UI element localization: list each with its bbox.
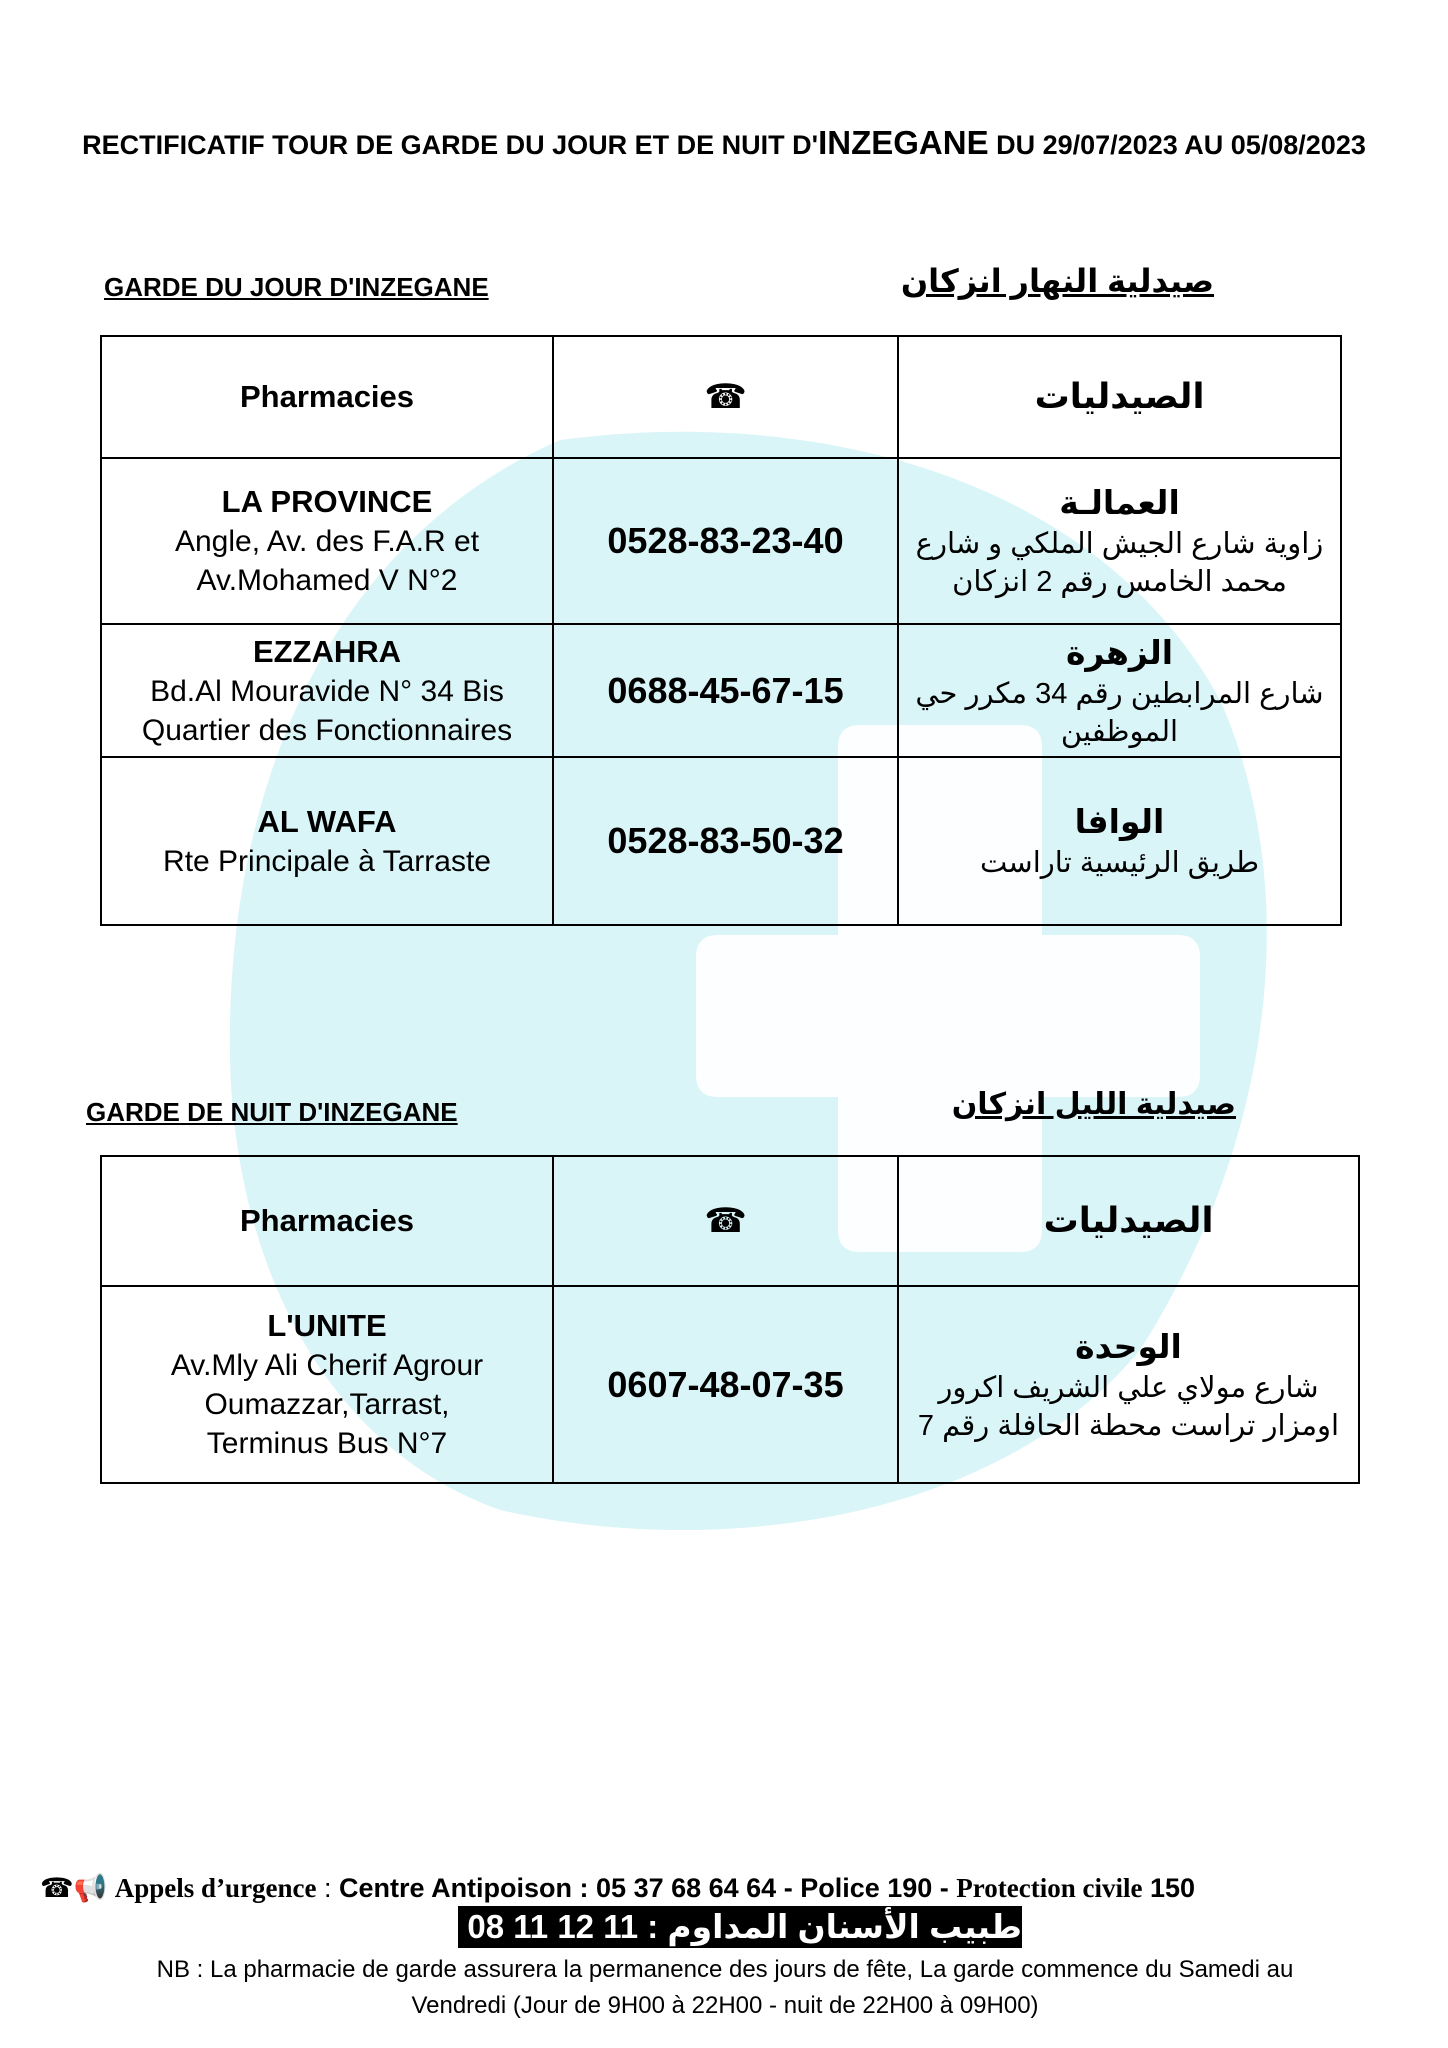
pharmacy-address-ar-line: شارع مولاي علي الشريف اكرور: [938, 1371, 1319, 1404]
pharmacy-phone: 0528-83-50-32: [607, 820, 844, 861]
title-prefix: RECTIFICATIF TOUR DE GARDE DU JOUR ET DE NUIT D': [82, 130, 819, 160]
pharmacy-address-ar-line: زاوية شارع الجيش الملكي و شارع: [915, 528, 1324, 560]
pharmacy-phone-cell: [553, 624, 898, 757]
night-heading-ar: صيدلية الليل انزكان: [951, 1088, 1236, 1121]
header-cell-ar: [898, 1156, 1359, 1286]
table-row: [101, 458, 1341, 624]
nb-note: [130, 1952, 1320, 2024]
pharmacy-address-ar-line: اومزار تراست محطة الحافلة رقم 7: [917, 1409, 1340, 1442]
pharmacy-name: AL WAFA: [257, 803, 397, 839]
header-cell-phone: [553, 336, 898, 458]
table-row: [101, 1286, 1359, 1483]
nb-line: NB : La pharmacie de garde assurera la permanence des jours de fête, La garde commence du Samedi au: [156, 1956, 1294, 1983]
day-heading-fr: GARDE DU JOUR D'INZEGANE: [104, 272, 489, 302]
pharmacy-phone: 0607-48-07-35: [607, 1363, 844, 1405]
day-pharmacies-table: [100, 335, 1342, 926]
pharmacy-name: LA PROVINCE: [221, 484, 433, 519]
header-cell-fr: [101, 336, 553, 458]
pharmacy-fr-cell: [101, 458, 553, 624]
urgent-label: Appels d’urgence: [114, 1873, 317, 1903]
pharmacy-ar-cell: [898, 458, 1341, 624]
pharmacy-ar-cell: [898, 757, 1341, 925]
pharmacy-name: L'UNITE: [267, 1308, 387, 1343]
pharmacy-name-ar: الزهرة: [1065, 633, 1174, 671]
pharmacy-phone-cell: [553, 458, 898, 624]
pharmacy-address-line: Quartier des Fonctionnaires: [141, 713, 513, 747]
urgent-colon: :: [316, 1873, 340, 1903]
pharmacy-name-ar: الوافا: [1074, 803, 1165, 840]
table-header-row: [101, 336, 1341, 458]
pharmacy-phone-cell: [553, 757, 898, 925]
pharmacy-fr-cell: [101, 757, 553, 925]
telephone-icon: ☎: [704, 1202, 747, 1240]
pharmacy-address-line: Angle, Av. des F.A.R et: [174, 525, 480, 558]
pharmacy-name-ar: العمالـة: [1059, 484, 1180, 521]
pharmacy-name-ar: الوحدة: [1075, 1327, 1182, 1365]
pharmacy-address-line: Bd.Al Mouravide N° 34 Bis: [150, 674, 504, 708]
pharmacy-ar-cell: [898, 1286, 1359, 1483]
pharmacy-phone-cell: [553, 1286, 898, 1483]
pharmacy-address-ar-line: الموظفين: [1060, 715, 1179, 748]
pharmacy-address-line: Terminus Bus N°7: [206, 1427, 448, 1460]
protection-civile-number: 150: [1150, 1873, 1196, 1903]
column-pharmacies-ar: الصيدليات: [1043, 1201, 1214, 1240]
pharmacy-fr-cell: [101, 1286, 553, 1483]
pharmacy-address-line: Oumazzar,Tarrast,: [204, 1388, 450, 1421]
pharmacy-address-ar-line: طريق الرئيسية تاراست: [979, 847, 1260, 879]
header-cell-fr: [101, 1156, 553, 1286]
column-pharmacies: Pharmacies: [239, 379, 415, 414]
header-cell-phone: [553, 1156, 898, 1286]
pharmacy-phone: 0528-83-23-40: [607, 520, 844, 561]
table-row: [101, 624, 1341, 757]
table-row: [101, 757, 1341, 925]
pharmacy-address-line: Rte Principale à Tarraste: [163, 844, 491, 878]
column-pharmacies-ar: الصيدليات: [1034, 377, 1205, 416]
megaphone-icon: 📢: [73, 1873, 108, 1903]
pharmacy-address-line: Av.Mohamed V N°2: [196, 564, 458, 597]
on-duty-dentist-banner: طبيب الأسنان المداوم : 11 12 11 08 06: [458, 1906, 1022, 1948]
telephone-icon: ☎: [40, 1873, 74, 1903]
night-heading-fr: GARDE DE NUIT D'INZEGANE: [86, 1097, 458, 1127]
pharmacy-fr-cell: [101, 624, 553, 757]
header-cell-ar: [898, 336, 1341, 458]
telephone-icon: ☎: [704, 378, 747, 416]
day-heading-ar: صيدلية النهار انزكان: [900, 263, 1214, 299]
pharmacy-phone: 0688-45-67-15: [607, 669, 844, 711]
night-pharmacies-table: [100, 1155, 1360, 1484]
column-pharmacies: Pharmacies: [239, 1203, 415, 1238]
table-header-row: [101, 1156, 1359, 1286]
protection-civile-label: Protection civile: [956, 1873, 1143, 1903]
title-suffix: DU 29/07/2023 AU 05/08/2023: [988, 130, 1366, 160]
antipoison-police-numbers: Centre Antipoison : 05 37 68 64 64 - Police 190 -: [339, 1873, 949, 1903]
emergency-calls-line: [40, 1872, 1420, 1904]
pharmacy-address-line: Av.Mly Ali Cherif Agrour: [170, 1349, 484, 1382]
pharmacy-ar-cell: [898, 624, 1341, 757]
pharmacy-name: EZZAHRA: [252, 633, 402, 669]
title-city: INZEGANE: [818, 124, 989, 161]
nb-line: Vendredi (Jour de 9H00 à 22H00 - nuit de 22H00 à 09H00): [411, 1992, 1039, 2019]
pharmacy-address-ar-line: شارع المرابطين رقم 34 مكرر حي: [915, 677, 1324, 710]
pharmacy-address-ar-line: محمد الخامس رقم 2 انزكان: [952, 566, 1287, 598]
document-title: [0, 124, 1448, 162]
